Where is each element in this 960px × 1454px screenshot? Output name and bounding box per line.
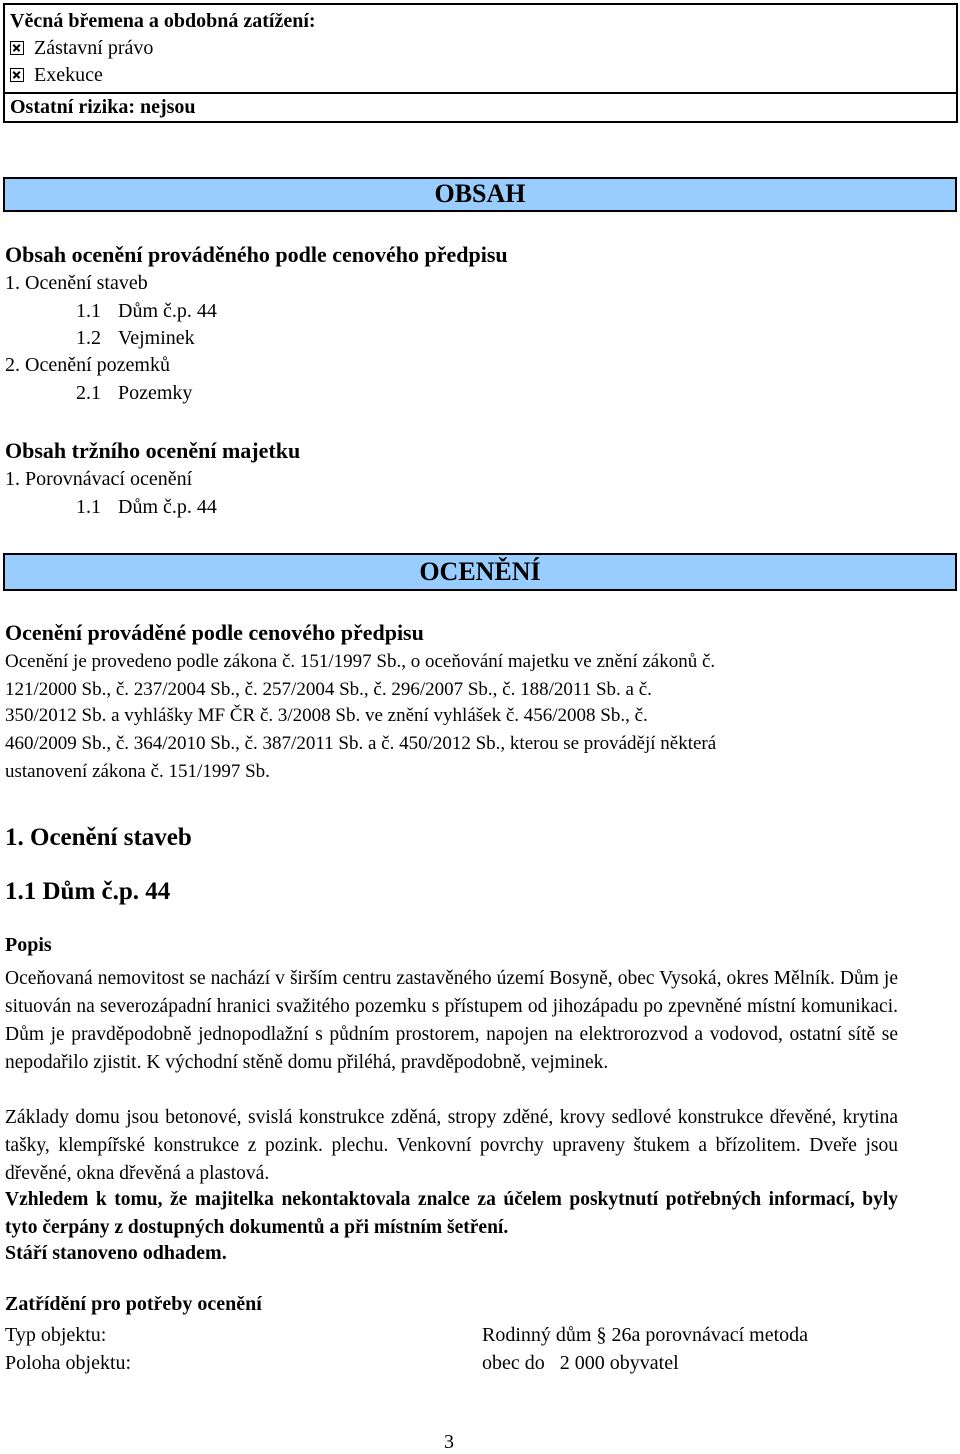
contents-item: 1. Ocenění staveb <box>5 272 148 294</box>
checked-box-icon <box>10 41 24 55</box>
encumbrance-item-label: Zástavní právo <box>34 37 154 59</box>
description-bold-note: Vzhledem k tomu, že majitelka nekontaktovala znalce za účelem poskytnutí potřebných informací, byly tyto čerpány z dostupných dokumentů a při místním šetření. <box>5 1189 898 1238</box>
legal-line: 121/2000 Sb., č. 237/2004 Sb., č. 257/2004 Sb., č. 296/2007 Sb., č. 188/2011 Sb. a č. <box>5 679 652 700</box>
contents-subitem-number: 1.1 <box>76 496 101 518</box>
contents-subitem: Vejminek <box>118 327 195 349</box>
valuation-title: OCENĚNÍ <box>419 557 541 586</box>
contents-title: OBSAH <box>434 179 526 208</box>
section-heading: 1. Ocenění staveb <box>5 824 192 851</box>
classification-value: Rodinný dům § 26a porovnávací metoda <box>482 1324 809 1346</box>
contents-price-heading: Obsah ocenění prováděného podle cenového předpisu <box>5 242 508 267</box>
contents-item: 2. Ocenění pozemků <box>5 354 170 376</box>
subsection-heading: 1.1 Dům č.p. 44 <box>5 878 171 905</box>
legal-line: ustanovení zákona č. 151/1997 Sb. <box>5 761 270 782</box>
encumbrance-heading: Věcná břemena a obdobná zatížení: <box>10 10 316 32</box>
contents-subitem-number: 1.2 <box>76 327 101 349</box>
classification-label: Typ objektu: <box>5 1324 107 1346</box>
description-paragraph: Základy domu jsou betonové, svislá konstrukce zděná, stropy zděné, krovy sedlové konstrukce dřevěné, krytina tašky, klempířské konstrukce z pozink. plechu. Venkovní povrchy upraveny štukem a břízolitem. Dveře jsou dřevěné, okna dřevěná a plastová. <box>5 1107 898 1184</box>
contents-subitem: Dům č.p. 44 <box>118 496 217 518</box>
classification-label: Poloha objektu: <box>5 1352 132 1374</box>
checked-box-icon <box>10 68 24 82</box>
encumbrance-item <box>10 37 153 60</box>
contents-subitem-number: 1.1 <box>76 300 101 322</box>
legal-line: 460/2009 Sb., č. 364/2010 Sb., č. 387/2011 Sb. a č. 450/2012 Sb., kterou se provádějí některá <box>5 733 717 754</box>
valuation-heading: Ocenění prováděné podle cenového předpisu <box>5 620 424 645</box>
classification-heading: Zatřídění pro potřeby ocenění <box>5 1293 262 1315</box>
page-number: 3 <box>444 1431 454 1453</box>
contents-subitem-number: 2.1 <box>76 382 101 404</box>
age-note: Stáří stanoveno odhadem. <box>5 1242 227 1264</box>
classification-value: obec do 2 000 obyvatel <box>482 1352 679 1374</box>
popis-label: Popis <box>5 934 52 956</box>
contents-subitem: Dům č.p. 44 <box>118 300 217 322</box>
encumbrance-item <box>10 64 103 87</box>
contents-item: 1. Porovnávací ocenění <box>5 468 193 490</box>
encumbrance-item-label: Exekuce <box>34 64 103 86</box>
contents-market-heading: Obsah tržního ocenění majetku <box>5 438 301 463</box>
description-paragraph: Oceňovaná nemovitost se nachází v širším centru zastavěného území Bosyně, obec Vysoká, okres Mělník. Dům je situován na severozápadní hranici svažitého pozemku s přístupem od jihozápadu po zpevněné místní komunikaci. Dům je pravděpodobně jednopodlažní s půdním prostorem, napojen na elektrorozvod a vodovod, ostatní sítě se nepodařilo zjistit. K východní stěně domu přiléhá, pravděpodobně, vejminek. <box>5 968 898 1073</box>
other-risks: Ostatní rizika: nejsou <box>10 96 196 118</box>
legal-line: Ocenění je provedeno podle zákona č. 151/1997 Sb., o oceňování majetku ve znění zákonů č. <box>5 651 716 672</box>
legal-line: 350/2012 Sb. a vyhlášky MF ČR č. 3/2008 Sb. ve znění vyhlášek č. 456/2008 Sb., č. <box>5 705 648 726</box>
contents-subitem: Pozemky <box>118 382 193 404</box>
